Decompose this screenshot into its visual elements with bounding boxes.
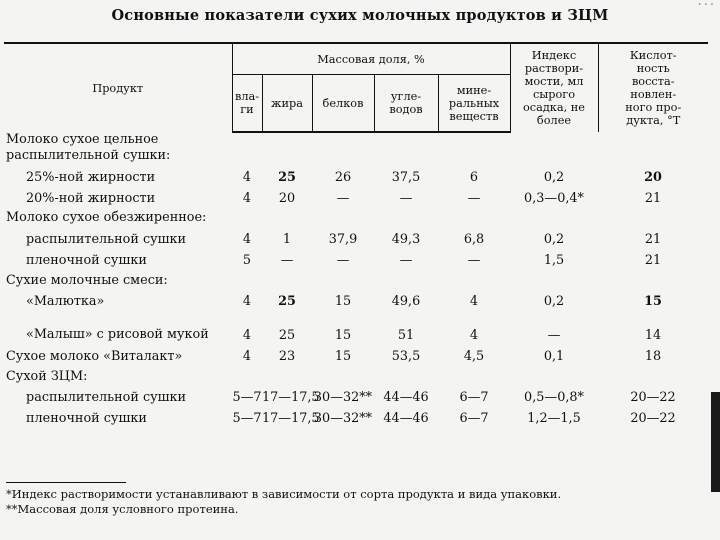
footnote-protein: **Массовая доля условного протеина.: [6, 502, 239, 516]
row-value: 20: [644, 170, 662, 185]
header-fat: жира: [262, 75, 312, 133]
row-value: [262, 268, 312, 288]
row-value: [374, 364, 438, 384]
row-value: 0,1: [543, 349, 565, 364]
header-minerals-text: мине- ральных веществ: [448, 83, 500, 123]
row-label: «Малютка»: [26, 294, 105, 309]
row-value: 23: [278, 349, 296, 364]
header-product: Продукт: [4, 43, 232, 132]
row-value: [510, 268, 598, 288]
table-row: [4, 364, 708, 384]
row-value: 15: [334, 328, 352, 343]
table-row: [4, 206, 708, 226]
row-value: 1,2—1,5: [527, 411, 581, 426]
row-value: [438, 206, 510, 226]
row-value: [598, 132, 708, 164]
row-label: «Малыш» с рисовой мукой: [26, 327, 209, 342]
header-carbs-text: угле- водов: [389, 90, 423, 116]
row-value: [598, 268, 708, 288]
page-number-mark: ...: [697, 0, 716, 9]
row-value: 6: [469, 170, 479, 185]
row-value: 4: [242, 294, 252, 309]
row-value: 4: [469, 294, 479, 309]
row-value: 0,2: [543, 170, 565, 185]
row-value: [374, 268, 438, 288]
row-value: 0,2: [543, 232, 565, 247]
footnote-divider: [6, 482, 126, 483]
row-label: Сухой ЗЦМ:: [6, 369, 88, 384]
footnote-solubility: *Индекс растворимости устанавливают в зависимости от сорта продукта и вида упаковки.: [6, 487, 562, 501]
row-value: [510, 132, 598, 164]
table-row: [4, 288, 708, 309]
row-value: 5—7: [232, 411, 262, 426]
row-value: [510, 206, 598, 226]
scan-edge-shadow: [711, 392, 720, 492]
row-value: 5: [242, 253, 252, 268]
row-value: —: [336, 253, 350, 268]
row-value: 17—17,5: [262, 390, 320, 405]
row-value: [262, 132, 312, 164]
row-value: 6—7: [459, 390, 489, 405]
row-label: пленочной сушки: [26, 253, 147, 268]
row-value: [232, 132, 262, 164]
row-value: 6—7: [459, 411, 489, 426]
row-value: 6,8: [463, 232, 485, 247]
row-value: 20—22: [630, 390, 676, 405]
row-value: [312, 364, 374, 384]
row-value: [374, 132, 438, 164]
header-moisture-text: вла- ги: [234, 90, 260, 116]
row-value: [438, 364, 510, 384]
row-value: 25: [278, 294, 296, 309]
row-label: Молоко сухое обезжиренное:: [6, 210, 207, 225]
row-value: 0,5—0,8*: [524, 390, 584, 405]
row-value: [438, 132, 510, 164]
row-label: 25%-ной жирности: [26, 170, 156, 185]
table-row: [4, 164, 708, 185]
header-minerals: [438, 75, 510, 133]
row-value: 44—46: [383, 411, 429, 426]
indicators-table: [4, 42, 708, 426]
table-row: [4, 226, 708, 247]
row-label: Сухие молочные смеси:: [6, 273, 168, 288]
row-value: 25: [278, 328, 296, 343]
page-title: Основные показатели сухих молочных продуктов и ЗЦМ: [111, 7, 609, 24]
header-moisture: [232, 75, 262, 133]
row-value: [598, 364, 708, 384]
row-value: 1: [282, 232, 292, 247]
header-carbs: [374, 75, 438, 133]
table-row: [4, 384, 708, 405]
row-value: [438, 268, 510, 288]
row-value: [374, 206, 438, 226]
row-value: 49,6: [391, 294, 421, 309]
row-value: 18: [644, 349, 662, 364]
row-value: 5—7: [232, 390, 262, 405]
row-value: 44—46: [383, 390, 429, 405]
row-value: 51: [397, 328, 415, 343]
row-value: [598, 206, 708, 226]
table-row: [4, 132, 708, 164]
row-value: 37,9: [328, 232, 358, 247]
row-value: 0,2: [543, 294, 565, 309]
table-body: [4, 132, 708, 426]
row-value: [312, 206, 374, 226]
row-value: —: [467, 191, 481, 206]
header-acidity: [598, 43, 708, 132]
row-value: [232, 364, 262, 384]
header-acidity-text: Кислот- ность восста- новлен- ного про- дукта, °Т: [625, 49, 682, 127]
row-value: 20—22: [630, 411, 676, 426]
table-row: [4, 185, 708, 206]
row-label: 20%-ной жирности: [26, 191, 156, 206]
row-label: распылительной сушки: [26, 232, 187, 247]
header-mass-fraction: Массовая доля, %: [232, 43, 510, 75]
row-value: 15: [644, 294, 662, 309]
row-value: 25: [278, 170, 296, 185]
row-value: 4: [242, 191, 252, 206]
row-value: 4: [242, 232, 252, 247]
row-value: 15: [334, 294, 352, 309]
row-value: 0,3—0,4*: [524, 191, 584, 206]
row-value: 15: [334, 349, 352, 364]
header-protein: белков: [312, 75, 374, 133]
row-value: 21: [644, 232, 662, 247]
row-value: [232, 268, 262, 288]
row-value: 49,3: [391, 232, 421, 247]
row-value: 4,5: [463, 349, 485, 364]
header-solubility-index: [510, 43, 598, 132]
row-label: Молоко сухое цельное распылительной сушки:: [6, 132, 171, 163]
footnotes: [6, 482, 718, 517]
row-value: —: [399, 253, 413, 268]
row-value: 30—32**: [313, 390, 373, 405]
row-value: 53,5: [391, 349, 421, 364]
row-value: 14: [644, 328, 662, 343]
row-value: 37,5: [391, 170, 421, 185]
row-value: 20: [278, 191, 296, 206]
row-value: [262, 206, 312, 226]
header-solubility-text: Индекс раствори- мости, мл сырого осадка, не более: [522, 49, 585, 127]
row-value: [262, 364, 312, 384]
row-value: 4: [469, 328, 479, 343]
row-value: [232, 206, 262, 226]
row-value: [510, 364, 598, 384]
table-row: [4, 405, 708, 426]
row-value: [312, 268, 374, 288]
row-value: [312, 132, 374, 164]
row-value: 4: [242, 328, 252, 343]
row-value: —: [547, 328, 561, 343]
row-label: Сухое молоко «Виталакт»: [6, 349, 183, 364]
table-row: [4, 309, 708, 343]
row-value: 4: [242, 349, 252, 364]
row-value: 21: [644, 191, 662, 206]
row-value: 1,5: [543, 253, 565, 268]
row-value: 21: [644, 253, 662, 268]
row-value: 4: [242, 170, 252, 185]
row-label: пленочной сушки: [26, 411, 147, 426]
row-value: 17—17,5: [262, 411, 320, 426]
row-value: —: [467, 253, 481, 268]
row-value: —: [399, 191, 413, 206]
table-row: [4, 343, 708, 364]
row-value: 26: [334, 170, 352, 185]
row-value: 30—32**: [313, 411, 373, 426]
row-value: —: [280, 253, 294, 268]
table-row: [4, 247, 708, 268]
table-row: [4, 268, 708, 288]
row-label: распылительной сушки: [26, 390, 187, 405]
row-value: —: [336, 191, 350, 206]
